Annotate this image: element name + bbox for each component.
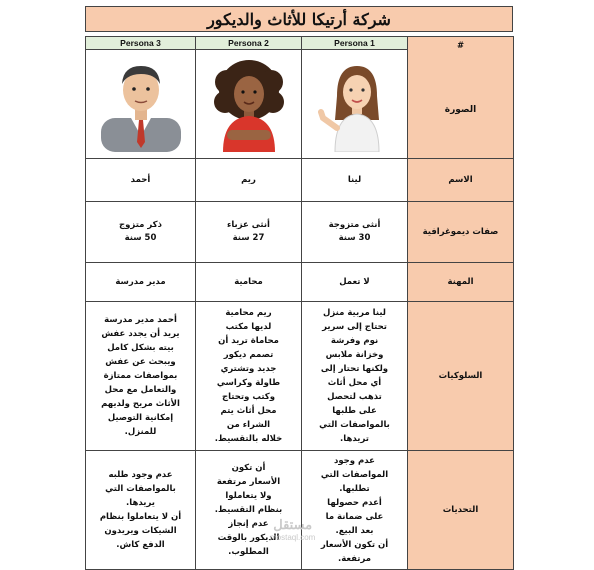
photo-label: الصورة	[444, 105, 477, 115]
list-item: مرتفعة.	[337, 554, 372, 564]
persona-1-gender: أنثى متزوجة	[328, 220, 381, 230]
list-item: بالمواصفات التي	[319, 420, 390, 430]
list-item: ولا يتعاملوا	[225, 491, 272, 501]
list-item: محاماة تريد أن	[218, 336, 279, 346]
list-item: المطلوب.	[228, 547, 269, 557]
watermark-sub: mostaql.com	[270, 533, 316, 542]
list-item: عدم وجود	[333, 456, 375, 466]
persona-3-age: 50 سنة	[124, 233, 157, 243]
list-item: الدفع كاش.	[116, 540, 165, 550]
persona-2-job: محامية	[196, 263, 302, 302]
demographics-row	[86, 202, 514, 263]
persona-3-gender: ذكر متزوج	[119, 220, 162, 230]
persona-2-header: Persona 2	[196, 37, 302, 50]
list-item: خلاله بالتقسيط.	[214, 434, 283, 444]
list-item: أن تكون	[231, 463, 266, 473]
list-item: أحمد مدير مدرسة	[104, 315, 177, 325]
persona-1-job: لا تعمل	[302, 263, 408, 302]
persona-table	[85, 36, 514, 570]
name-row	[86, 159, 514, 202]
persona-2-demographics	[196, 202, 302, 263]
list-item: الديكور بالوقت	[217, 533, 280, 543]
list-item: يريد أن يجدد عفش	[101, 329, 180, 339]
behaviors-label: السلوكيات	[408, 302, 514, 451]
persona-3-demographics	[86, 202, 196, 263]
header-row	[86, 37, 514, 50]
list-item: بنظام التقسيط.	[214, 505, 283, 515]
persona-2-behaviors	[196, 302, 302, 451]
list-item: الأثاث مريح ولديهم	[101, 399, 180, 409]
list-item: ويبحث عن عفش	[105, 357, 176, 367]
curly-hair-woman-icon	[201, 56, 297, 152]
list-item: أن لا يتعاملوا بنظام	[99, 512, 182, 522]
persona-1-header: Persona 1	[302, 37, 408, 50]
job-row	[86, 263, 514, 302]
list-item: والتعامل مع محل	[104, 385, 177, 395]
persona-3-name: أحمد	[86, 159, 196, 202]
list-item: وكتب وتحتاج	[221, 392, 276, 402]
list-item: بيته بشكل كامل	[107, 343, 174, 353]
list-item: تطلبها.	[339, 484, 370, 494]
list-item: المواصفات التي	[320, 470, 389, 480]
persona-3-job: مدير مدرسة	[86, 263, 196, 302]
list-item: تحتاج إلى سرير	[322, 322, 387, 332]
list-item: أن تكون الأسعار	[320, 540, 389, 550]
list-item: طاولة وكراسي	[216, 378, 281, 388]
persona-1-challenges	[302, 451, 408, 570]
mostaql-watermark	[270, 518, 315, 544]
list-item: ولكنها تحتار إلى	[320, 364, 389, 374]
list-item: أي محل أثاث	[327, 378, 382, 388]
list-item: إمكانية التوصيل	[107, 413, 174, 423]
list-item: عدم إنجاز	[228, 519, 269, 529]
list-item: عدم وجود طلبه	[108, 470, 173, 480]
persona-1-photo	[302, 50, 408, 159]
name-label: الاسم	[408, 159, 514, 202]
list-item: تصمم ديكور	[223, 350, 274, 360]
challenges-label: التحديات	[408, 451, 514, 570]
list-item: أعدم حصولها	[327, 498, 382, 508]
demographics-label: صفات ديموغرافية	[408, 202, 514, 263]
persona-2-photo	[196, 50, 302, 159]
job-label: المهنة	[408, 263, 514, 302]
hash-label: #	[456, 41, 465, 51]
hash-header	[408, 37, 514, 159]
list-item: للمنزل.	[124, 427, 157, 437]
list-item: بعد البيع.	[335, 526, 374, 536]
list-item: الشيكات ويريدون	[104, 526, 177, 536]
list-item: بالمواصفات التي	[105, 484, 176, 494]
watermark-main: مستقل	[273, 517, 313, 532]
man-in-suit-icon	[93, 56, 189, 152]
persona-2-name: ريم	[196, 159, 302, 202]
persona-1-behaviors	[302, 302, 408, 451]
list-item: على طلبها	[332, 406, 377, 416]
list-item: لديها مكتب	[225, 322, 272, 332]
list-item: لينا مربية منزل	[322, 308, 386, 318]
behaviors-row	[86, 302, 514, 451]
list-item: على ضمانة ما	[325, 512, 384, 522]
persona-3-challenges	[86, 451, 196, 570]
persona-2-age: 27 سنة	[232, 233, 265, 243]
list-item: بمواصفات ممتازة	[103, 371, 178, 381]
list-item: جديد وتشتري	[220, 364, 277, 374]
list-item: تريدها.	[340, 434, 369, 444]
persona-3-behaviors	[86, 302, 196, 451]
persona-1-age: 30 سنة	[338, 233, 371, 243]
list-item: الشراء من	[226, 420, 271, 430]
list-item: محل أثاث يتم	[220, 406, 277, 416]
persona-sheet	[85, 6, 513, 566]
woman-pointing-icon	[307, 56, 403, 152]
persona-2-gender: أنثى عزباء	[227, 220, 270, 230]
list-item: يريدها.	[126, 498, 155, 508]
list-item: نوم وفرشة	[330, 336, 379, 346]
list-item: وخزانة ملابس	[325, 350, 384, 360]
challenges-row	[86, 451, 514, 570]
list-item: تذهب لتحصل	[327, 392, 382, 402]
persona-1-demographics	[302, 202, 408, 263]
list-item: ريم محامية	[225, 308, 272, 318]
persona-3-photo	[86, 50, 196, 159]
list-item: الأسعار مرتفعة	[216, 477, 281, 487]
persona-1-name: لينا	[302, 159, 408, 202]
document-title: شركة أرتيكا للأثاث والديكور	[85, 6, 513, 32]
persona-2-challenges	[196, 451, 302, 570]
persona-3-header: Persona 3	[86, 37, 196, 50]
